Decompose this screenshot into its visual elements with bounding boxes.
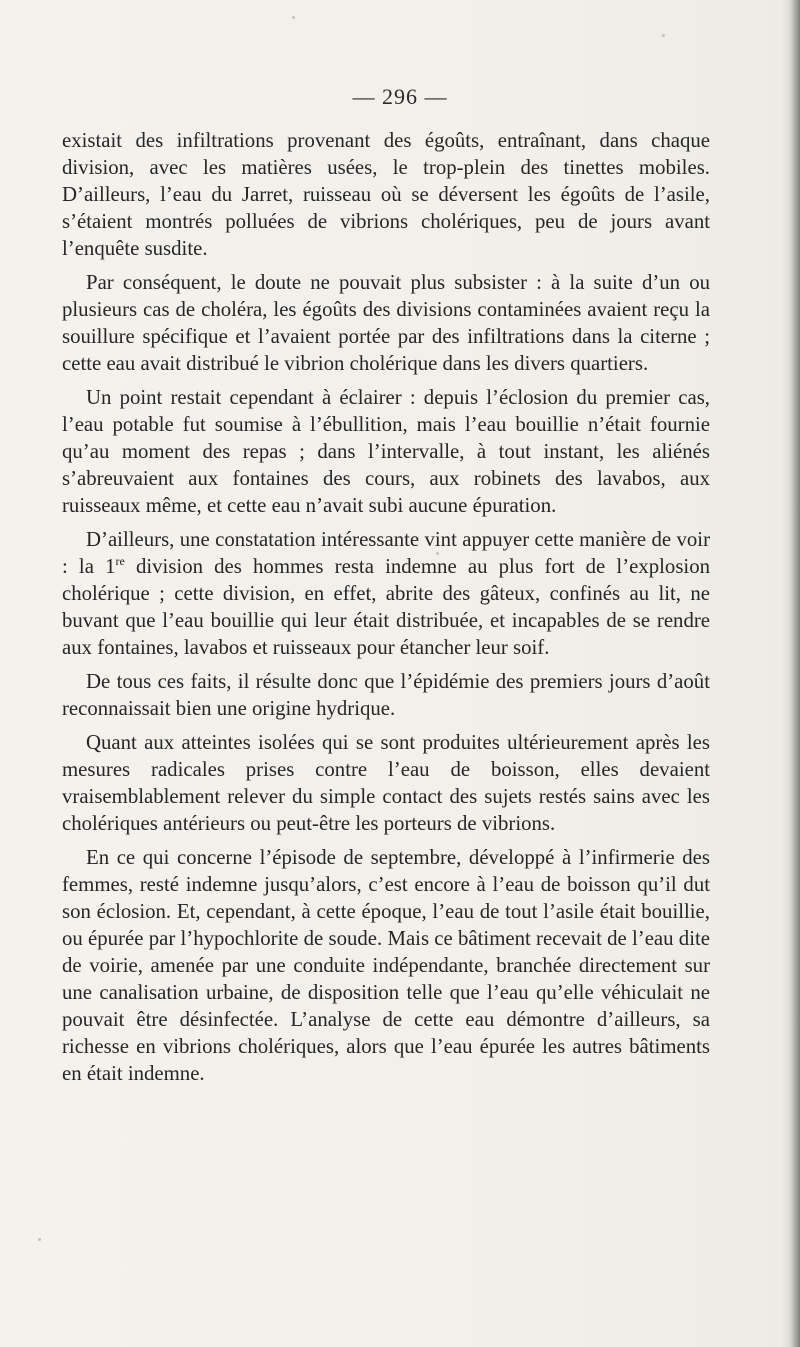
paper-speck [662, 34, 665, 37]
paper-speck [292, 16, 295, 19]
paragraph-7: En ce qui concerne l’épisode de septembre, développé à l’infirmerie des femmes, resté indemne jusqu’alors, c’est encore à l’eau de boisson qu’il dut son éclosion. Et, cependant, à cette époque, l’eau de tout l’asile était bouillie, ou épurée par l’hypochlorite de soude. Mais ce bâtiment recevait de l’eau dite de voirie, amenée par une conduite indépendante, branchée directement sur une canalisation urbaine, de disposition telle que l’eau qu’elle véhiculait ne pouvait être désinfectée. L’analyse de cette eau démontre d’ailleurs, sa richesse en vibrions cholériques, alors que l’eau épurée les autres bâtiments en était indemne. [62, 846, 710, 1085]
paragraph-4-start: D’ailleurs, une constatation intéressante vint appuyer cette manière de voir : la 1 [62, 528, 710, 578]
paper-speck [38, 1238, 41, 1241]
page-number: — 296 — [352, 84, 448, 109]
paragraph-6: Quant aux atteintes isolées qui se sont produites ultérieurement après les mesures radicales prises contre l’eau de boisson, elles devaient vraisemblablement relever du simple contact des sujets restés sains avec les cholériques antérieurs ou peut-être les porteurs de vibrions. [62, 731, 710, 835]
page-edge-shadow [782, 0, 800, 1347]
ordinal-superscript: re [115, 554, 125, 569]
paragraph-1: existait des infiltrations provenant des égoûts, entraînant, dans chaque division, avec les matières usées, le trop-plein des tinettes mobiles. D’ailleurs, l’eau du Jarret, ruisseau où se déversent les égoûts de l’asile, s’étaient montrés polluées de vibrions cholériques, peu de jours avant l’enquête susdite. [62, 129, 710, 260]
body-text [62, 127, 710, 1094]
paragraph-4-end: division des hommes resta indemne au plus fort de l’explosion cholérique ; cette division, en effet, abrite des gâteux, confinés au lit, ne buvant que l’eau bouillie qui leur était distribuée, et incapables de se rendre aux fontaines, lavabos et ruisseaux pour étancher leur soif. [62, 555, 710, 659]
paragraph-3: Un point restait cependant à éclairer : depuis l’éclosion du premier cas, l’eau potable fut soumise à l’ébullition, mais l’eau bouillie n’était fournie qu’au moment des repas ; dans l’intervalle, à tout instant, les aliénés s’abreuvaient aux fontaines des cours, aux robinets des lavabos, aux ruisseaux même, et cette eau n’avait subi aucune épuration. [62, 386, 710, 517]
paragraph-4 [62, 526, 710, 661]
paragraph-5: De tous ces faits, il résulte donc que l’épidémie des premiers jours d’août reconnaissait bien une origine hydrique. [62, 670, 710, 720]
paragraph-2: Par conséquent, le doute ne pouvait plus subsister : à la suite d’un ou plusieurs cas de choléra, les égoûts des divisions contaminées avaient reçu la souillure spécifique et l’avaient portée par des infiltrations dans la citerne ; cette eau avait distribué le vibrion cholérique dans les divers quartiers. [62, 271, 710, 375]
